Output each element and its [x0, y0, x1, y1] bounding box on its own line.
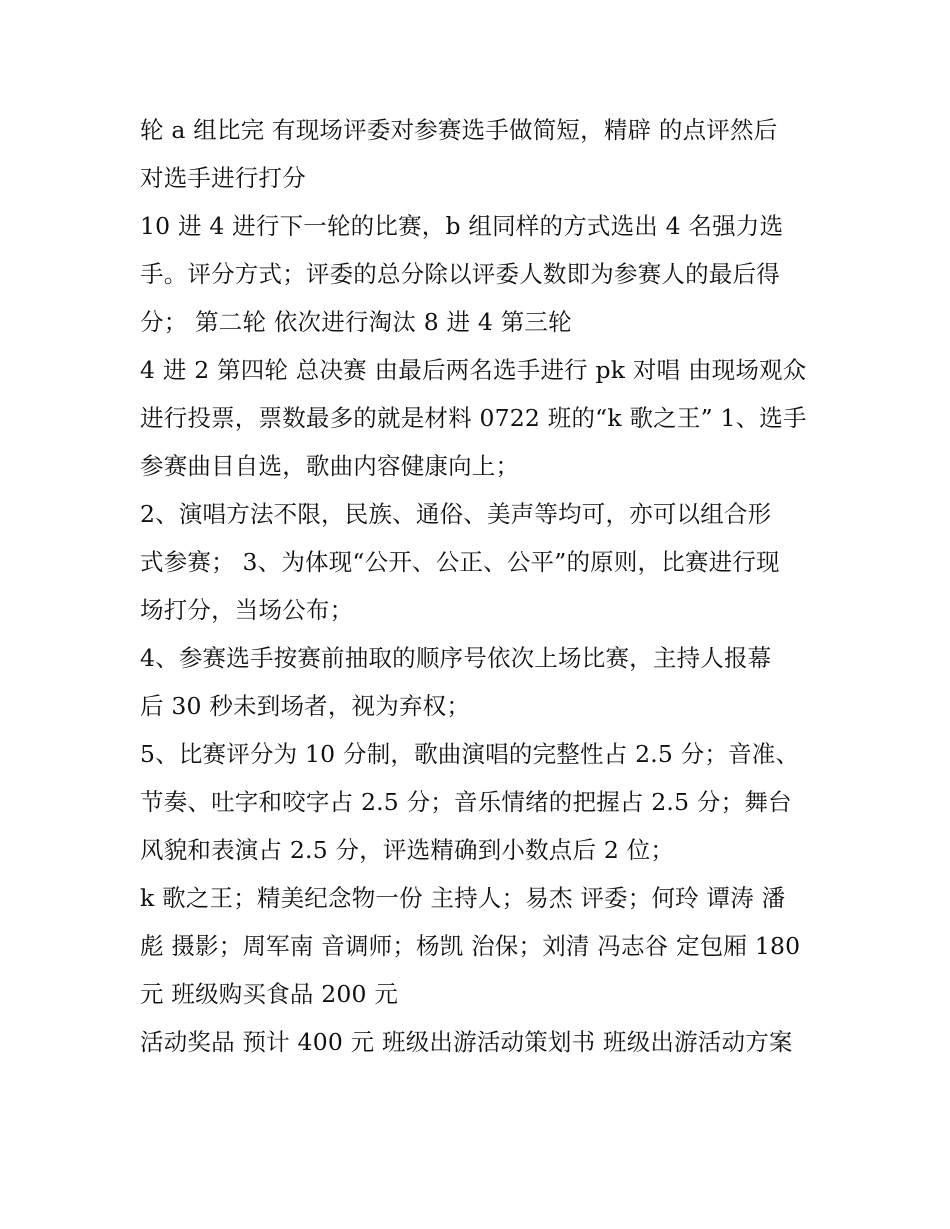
paragraph-staff-and-budget	[140, 874, 820, 1018]
text-line: 手。评分方式；评委的总分除以评委人数即为参赛人的最后得	[140, 260, 780, 288]
text-line: 后 30 秒未到场者，视为弃权；	[140, 692, 471, 720]
text-line: 式参赛； 3、为体现“公开、公正、公平”的原则，比赛进行现	[140, 548, 780, 576]
text-line: 对选手进行打分	[140, 164, 306, 192]
paragraph-rule-2-3	[140, 490, 820, 634]
text-line: 分； 第二轮 依次进行淘汰 8 进 4 第三轮	[140, 308, 572, 336]
paragraph-rule-4	[140, 634, 820, 730]
paragraph-prizes	[140, 1018, 820, 1066]
paragraph-round-a-scoring	[140, 106, 820, 202]
paragraph-final-round	[140, 346, 820, 490]
text-line: 参赛曲目自选，歌曲内容健康向上；	[140, 452, 520, 480]
text-line: 进行投票，票数最多的就是材料 0722 班的“k 歌之王” 1、选手	[140, 404, 807, 432]
text-line: 2、演唱方法不限，民族、通俗、美声等均可，亦可以组合形	[140, 500, 772, 528]
text-line: 10 进 4 进行下一轮的比赛，b 组同样的方式选出 4 名强力选	[140, 212, 784, 240]
text-line: 4 进 2 第四轮 总决赛 由最后两名选手进行 pk 对唱 由现场观众	[140, 356, 807, 384]
text-line: 彪 摄影；周军南 音调师；杨凯 治保；刘清 冯志谷 定包厢 180	[140, 932, 801, 960]
text-line: 场打分，当场公布；	[140, 596, 354, 624]
paragraph-rule-5	[140, 730, 820, 874]
text-line: 5、比赛评分为 10 分制，歌曲演唱的完整性占 2.5 分；音准、	[140, 740, 800, 768]
text-line: 节奏、吐字和咬字占 2.5 分；音乐情绪的把握占 2.5 分；舞台	[140, 788, 792, 816]
document-body	[140, 106, 820, 1066]
text-line: k 歌之王；精美纪念物一份 主持人；易杰 评委；何玲 谭涛 潘	[140, 884, 786, 912]
text-line: 4、参赛选手按赛前抽取的顺序号依次上场比赛，主持人报幕	[140, 644, 772, 672]
text-line: 活动奖品 预计 400 元 班级出游活动策划书 班级出游活动方案	[140, 1028, 793, 1056]
text-line: 轮 a 组比完 有现场评委对参赛选手做简短，精辟 的点评然后	[140, 116, 778, 144]
text-line: 元 班级购买食品 200 元	[140, 980, 399, 1008]
text-line: 风貌和表演占 2.5 分，评选精确到小数点后 2 位；	[140, 836, 675, 864]
paragraph-scoring-method	[140, 202, 820, 346]
